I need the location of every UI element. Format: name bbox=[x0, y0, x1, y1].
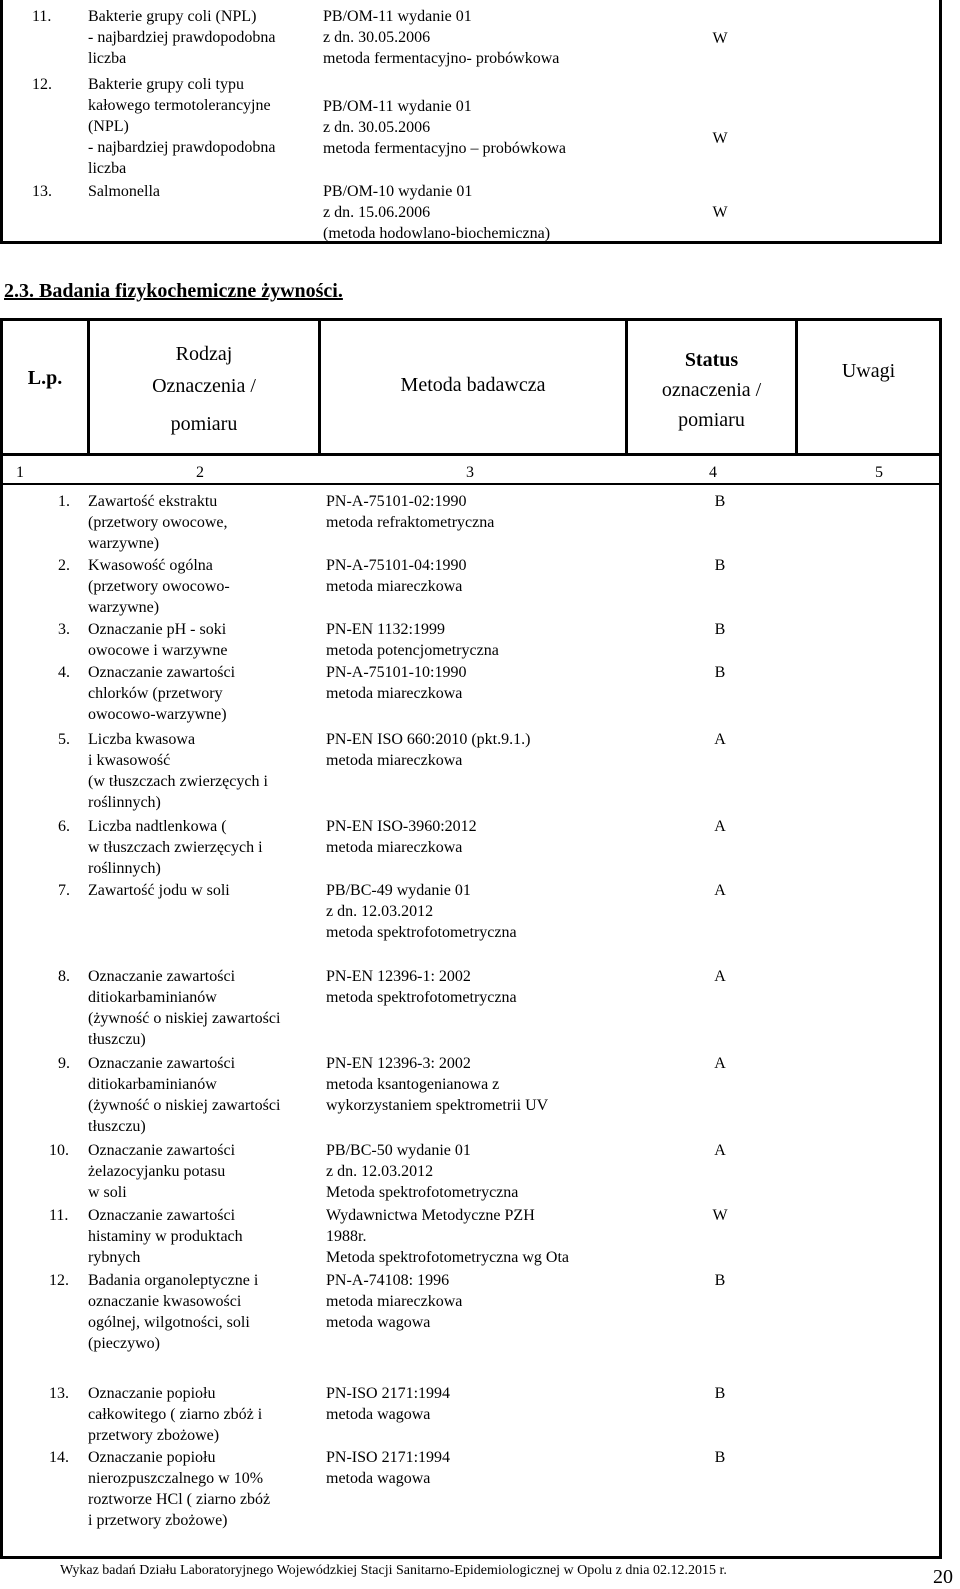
row-13-status: B bbox=[714, 1385, 726, 1402]
row-6-number: 6. bbox=[58, 818, 70, 835]
row-11-status: W bbox=[712, 1207, 728, 1224]
header-status-line1: Status bbox=[684, 349, 739, 371]
row-14-name: Oznaczanie popiołu nierozpuszczalnego w 10% roztworze HCl ( ziarno zbóż i przetwory zbożowe) bbox=[88, 1449, 271, 1529]
row-2-method: PN-A-75101-04:1990 metoda miareczkowa bbox=[326, 557, 467, 595]
table-border-left bbox=[0, 318, 3, 1559]
row-11-name: Oznaczanie zawartości histaminy w produktach rybnych bbox=[88, 1207, 243, 1266]
top-table-border-right bbox=[939, 0, 942, 244]
row-9-name: Oznaczanie zawartości ditiokarbaminianów (żywność o niskiej zawartości tłuszczu) bbox=[88, 1055, 281, 1135]
row-10-status: A bbox=[714, 1142, 726, 1159]
row-8-name: Oznaczanie zawartości ditiokarbaminianów (żywność o niskiej zawartości tłuszczu) bbox=[88, 968, 281, 1048]
row-12-number: 12. bbox=[49, 1272, 69, 1289]
row-6-status: A bbox=[714, 818, 726, 835]
row-14-number: 14. bbox=[49, 1449, 69, 1466]
header-border-top bbox=[0, 318, 942, 321]
top-row-13-method: PB/OM-10 wydanie 01 z dn. 15.06.2006 (metoda hodowlano-biochemiczna) bbox=[323, 183, 551, 242]
page-number: 20 bbox=[933, 1566, 953, 1588]
page-footer: Wykaz badań Działu Laboratoryjnego Wojewódzkiej Stacji Sanitarno-Epidemiologicznej w Opolu z dnia 02.12.2015 r. bbox=[60, 1563, 727, 1578]
row-8-method: PN-EN 12396-1: 2002 metoda spektrofotometryczna bbox=[326, 968, 517, 1006]
header-uwagi: Uwagi bbox=[841, 360, 896, 382]
header-rodzaj bbox=[90, 338, 318, 434]
row-12-status: B bbox=[714, 1272, 726, 1289]
header-status-line2: oznaczenia / bbox=[661, 379, 762, 401]
row-3-number: 3. bbox=[58, 621, 70, 638]
column-number-1: 1 bbox=[16, 464, 24, 481]
column-number-4: 4 bbox=[709, 464, 717, 481]
row-1-status: B bbox=[714, 493, 726, 510]
header-status-line3: pomiaru bbox=[678, 409, 745, 431]
top-row-13-name: Salmonella bbox=[88, 183, 160, 200]
row-8-number: 8. bbox=[58, 968, 70, 985]
row-4-number: 4. bbox=[58, 664, 70, 681]
top-row-11-status: W bbox=[712, 30, 728, 47]
row-7-number: 7. bbox=[58, 882, 70, 899]
row-3-method: PN-EN 1132:1999 metoda potencjometryczna bbox=[326, 621, 499, 659]
row-4-name: Oznaczanie zawartości chlorków (przetwory owocowo-warzywne) bbox=[88, 664, 236, 723]
row-4-status: B bbox=[714, 664, 726, 681]
row-10-method: PB/BC-50 wydanie 01 z dn. 12.03.2012 Metoda spektrofotometryczna bbox=[326, 1142, 519, 1201]
row-11-number: 11. bbox=[49, 1207, 69, 1224]
top-row-11-method: PB/OM-11 wydanie 01 z dn. 30.05.2006 metoda fermentacyjno- probówkowa bbox=[323, 8, 560, 67]
row-6-name: Liczba nadtlenkowa ( w tłuszczach zwierzęcych i roślinnych) bbox=[88, 818, 263, 877]
row-2-name: Kwasowość ogólna (przetwory owocowo- warzywne) bbox=[88, 557, 230, 616]
header-metoda: Metoda badawcza bbox=[400, 374, 546, 396]
row-5-number: 5. bbox=[58, 731, 70, 748]
row-1-name: Zawartość ekstraktu (przetwory owocowe, warzywne) bbox=[88, 493, 228, 552]
header-rodzaj-line3: pomiaru bbox=[170, 413, 238, 435]
section-title: 2.3. Badania fizykochemiczne żywności. bbox=[4, 280, 343, 302]
row-13-method: PN-ISO 2171:1994 metoda wagowa bbox=[326, 1385, 451, 1423]
row-3-status: B bbox=[714, 621, 726, 638]
row-6-method: PN-EN ISO-3960:2012 metoda miareczkowa bbox=[326, 818, 477, 856]
header-divider-4 bbox=[795, 318, 798, 454]
row-4-method: PN-A-75101-10:1990 metoda miareczkowa bbox=[326, 664, 467, 702]
top-row-12-status: W bbox=[712, 130, 728, 147]
header-lp: L.p. bbox=[27, 367, 63, 389]
row-9-method: PN-EN 12396-3: 2002 metoda ksantogenianowa z wykorzystaniem spektrometrii UV bbox=[326, 1055, 549, 1114]
row-5-name: Liczba kwasowa i kwasowość (w tłuszczach zwierzęcych i roślinnych) bbox=[88, 731, 268, 811]
row-7-method: PB/BC-49 wydanie 01 z dn. 12.03.2012 metoda spektrofotometryczna bbox=[326, 882, 517, 941]
column-numbers-border bbox=[0, 483, 942, 485]
row-7-status: A bbox=[714, 882, 726, 899]
header-rodzaj-line1: Rodzaj bbox=[175, 343, 233, 365]
top-table-border-left bbox=[0, 0, 3, 244]
row-1-method: PN-A-75101-02:1990 metoda refraktometryczna bbox=[326, 493, 495, 531]
row-10-number: 10. bbox=[49, 1142, 69, 1159]
top-row-13-number: 13. bbox=[32, 183, 52, 200]
row-13-number: 13. bbox=[49, 1385, 69, 1402]
top-row-11-name: Bakterie grupy coli (NPL) - najbardziej prawdopodobna liczba bbox=[88, 8, 276, 67]
row-14-method: PN-ISO 2171:1994 metoda wagowa bbox=[326, 1449, 451, 1487]
table-border-bottom bbox=[0, 1556, 942, 1559]
row-14-status: B bbox=[714, 1449, 726, 1466]
row-7-name: Zawartość jodu w soli bbox=[88, 882, 230, 899]
row-5-status: A bbox=[714, 731, 726, 748]
top-row-12-number: 12. bbox=[32, 76, 52, 93]
row-10-name: Oznaczanie zawartości żelazocyjanku potasu w soli bbox=[88, 1142, 236, 1201]
row-12-method: PN-A-74108: 1996 metoda miareczkowa metoda wagowa bbox=[326, 1272, 463, 1331]
row-5-method: PN-EN ISO 660:2010 (pkt.9.1.) metoda miareczkowa bbox=[326, 731, 531, 769]
top-row-12-name: Bakterie grupy coli typu kałowego termotolerancyjne (NPL) - najbardziej prawdopodobna liczba bbox=[88, 76, 276, 177]
row-1-number: 1. bbox=[58, 493, 70, 510]
row-2-number: 2. bbox=[58, 557, 70, 574]
table-border-right bbox=[939, 318, 942, 1559]
row-11-method: Wydawnictwa Metodyczne PZH 1988r. Metoda spektrofotometryczna wg Ota bbox=[326, 1207, 570, 1266]
column-number-3: 3 bbox=[466, 464, 474, 481]
column-number-2: 2 bbox=[196, 464, 204, 481]
top-row-13-status: W bbox=[712, 204, 728, 221]
header-status bbox=[628, 345, 795, 435]
header-rodzaj-line2: Oznaczenia / bbox=[152, 375, 256, 397]
row-2-status: B bbox=[714, 557, 726, 574]
row-12-name: Badania organoleptyczne i oznaczanie kwasowości ogólnej, wilgotności, soli (pieczywo) bbox=[88, 1272, 259, 1352]
row-3-name: Oznaczanie pH - soki owocowe i warzywne bbox=[88, 621, 228, 659]
row-9-number: 9. bbox=[58, 1055, 70, 1072]
top-row-11-number: 11. bbox=[32, 8, 52, 25]
row-13-name: Oznaczanie popiołu całkowitego ( ziarno zbóż i przetwory zbożowe) bbox=[88, 1385, 263, 1444]
column-number-5: 5 bbox=[875, 464, 883, 481]
row-8-status: A bbox=[714, 968, 726, 985]
row-9-status: A bbox=[714, 1055, 726, 1072]
top-row-12-method: PB/OM-11 wydanie 01 z dn. 30.05.2006 metoda fermentacyjno – probówkowa bbox=[323, 98, 567, 157]
header-border-bottom bbox=[0, 453, 942, 456]
